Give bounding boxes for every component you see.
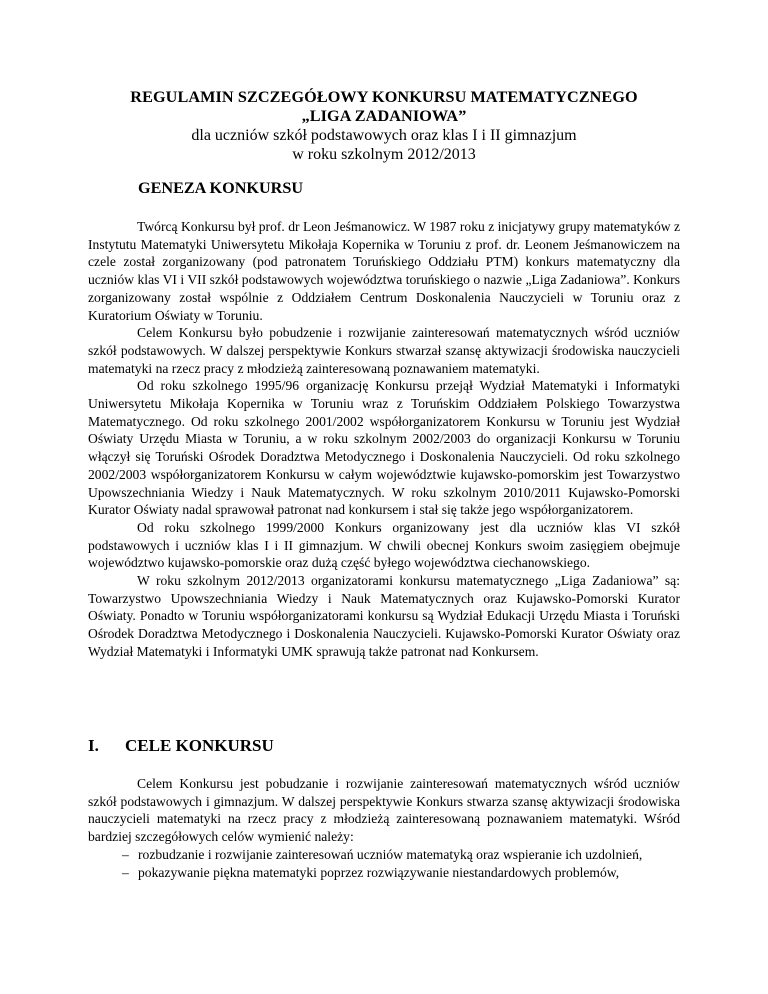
- cele-intro-paragraph: Celem Konkursu jest pobudzanie i rozwijanie zainteresowań matematycznych wśród uczniów szkół podstawowych i gimnazjum. W dalszej perspektywie Konkurs stwarza szansę aktywizacji środowiska nauczycieli matematyki na rzecz pracy z młodzieżą zainteresowaną poznawaniem matematyki. Wśród bardziej szczegółowych celów wymienić należy:: [88, 776, 680, 845]
- geneza-paragraph-5: W roku szkolnym 2012/2013 organizatorami konkursu matematycznego „Liga Zadaniowa” są: Towarzystwo Upowszechniania Wiedzy i Nauk Matematycznych oraz Kujawsko-Pomorski Kurator Oświaty. Ponadto w Toruniu współorganizatorami konkursu są Wydział Edukacji Urzędu Miasta i Toruński Ośrodek Doradztwa Metodycznego i Doskonalenia Nauczycieli. Kujawsko-Pomorski Kurator Oświaty oraz Wydział Matematyki i Informatyki UMK sprawują także patronat nad Konkursem.: [88, 573, 680, 659]
- list-item: [122, 846, 680, 864]
- geneza-paragraph-2: Celem Konkursu było pobudzenie i rozwijanie zainteresowań matematycznych wśród uczniów szkół podstawowych. W dalszej perspektywie Konkurs stwarzał szansę aktywizacji środowiska nauczycieli matematyki na rzecz pracy z młodzieżą zainteresowaną poznawaniem matematyki.: [88, 325, 680, 376]
- cele-heading-text: CELE KONKURSU: [125, 736, 274, 755]
- geneza-heading: GENEZA KONKURSU: [138, 179, 304, 197]
- document-title-block: [88, 88, 680, 164]
- cele-section: [88, 775, 680, 881]
- cele-bullet-list: [88, 846, 680, 881]
- title-line-2: „LIGA ZADANIOWA”: [301, 107, 467, 125]
- cele-heading: [88, 736, 274, 756]
- dash-bullet-icon: –: [122, 846, 129, 862]
- cele-section-number: I.: [88, 736, 99, 755]
- title-line-4: w roku szkolnym 2012/2013: [292, 146, 476, 163]
- geneza-paragraph-1: Twórcą Konkursu był prof. dr Leon Jeśmanowicz. W 1987 roku z inicjatywy grupy matematyków z Instytutu Matematyki Uniwersytetu Mikołaja Kopernika w Toruniu z prof. dr. Leonem Jeśmanowiczem na czele został zorganizowany (pod patronatem Toruńskiego Oddziału PTM) konkurs matematyczny dla uczniów klas VI i VII szkół podstawowych województwa toruńskiego o nazwie „Liga Zadaniowa”. Konkurs zorganizowany został wspólnie z Oddziałem Centrum Doskonalenia Nauczycieli w Toruniu oraz z Kuratorium Oświaty w Toruniu.: [88, 219, 680, 323]
- list-item-text: pokazywanie piękna matematyki poprzez rozwiązywanie niestandardowych problemów,: [138, 864, 620, 880]
- geneza-section: [88, 218, 680, 661]
- geneza-paragraph-4: Od roku szkolnego 1999/2000 Konkurs organizowany jest dla uczniów klas VI szkół podstawowych i uczniów klas I i II gimnazjum. W chwili obecnej Konkurs swoim zasięgiem obejmuje województwo kujawsko-pomorskie oraz dużą część byłego województwa ciechanowskiego.: [88, 519, 680, 571]
- list-item: [122, 864, 680, 882]
- title-line-1: REGULAMIN SZCZEGÓŁOWY KONKURSU MATEMATYCZNEGO: [130, 88, 638, 106]
- dash-bullet-icon: –: [122, 864, 129, 880]
- geneza-paragraph-3: Od roku szkolnego 1995/96 organizację Konkursu przejął Wydział Matematyki i Informatyki Uniwersytetu Mikołaja Kopernika w Toruniu wraz z Toruńskim Oddziałem Polskiego Towarzystwa Matematycznego. Od roku szkolnego 2001/2002 współorganizatorem Konkursu w Toruniu jest Wydział Oświaty Urzędu Miasta w Toruniu, a w roku szkolnym 2002/2003 do organizacji Konkursu w Toruniu włączył się Toruński Ośrodek Doradztwa Metodycznego i Doskonalenia Nauczycieli. Od roku szkolnego 2002/2003 współorganizatorem Konkursu w całym województwie kujawsko-pomorskim jest Towarzystwo Upowszechniania Wiedzy i Nauk Matematycznych. W roku szkolnym 2010/2011 Kujawsko-Pomorski Kurator Oświaty nadal sprawował patronat nad konkursem i stał się także jego współorganizatorem.: [88, 378, 680, 518]
- title-line-3: dla uczniów szkół podstawowych oraz klas I i II gimnazjum: [191, 127, 577, 144]
- list-item-text: rozbudzanie i rozwijanie zainteresowań uczniów matematyką oraz wspieranie ich uzdolnień,: [138, 846, 643, 862]
